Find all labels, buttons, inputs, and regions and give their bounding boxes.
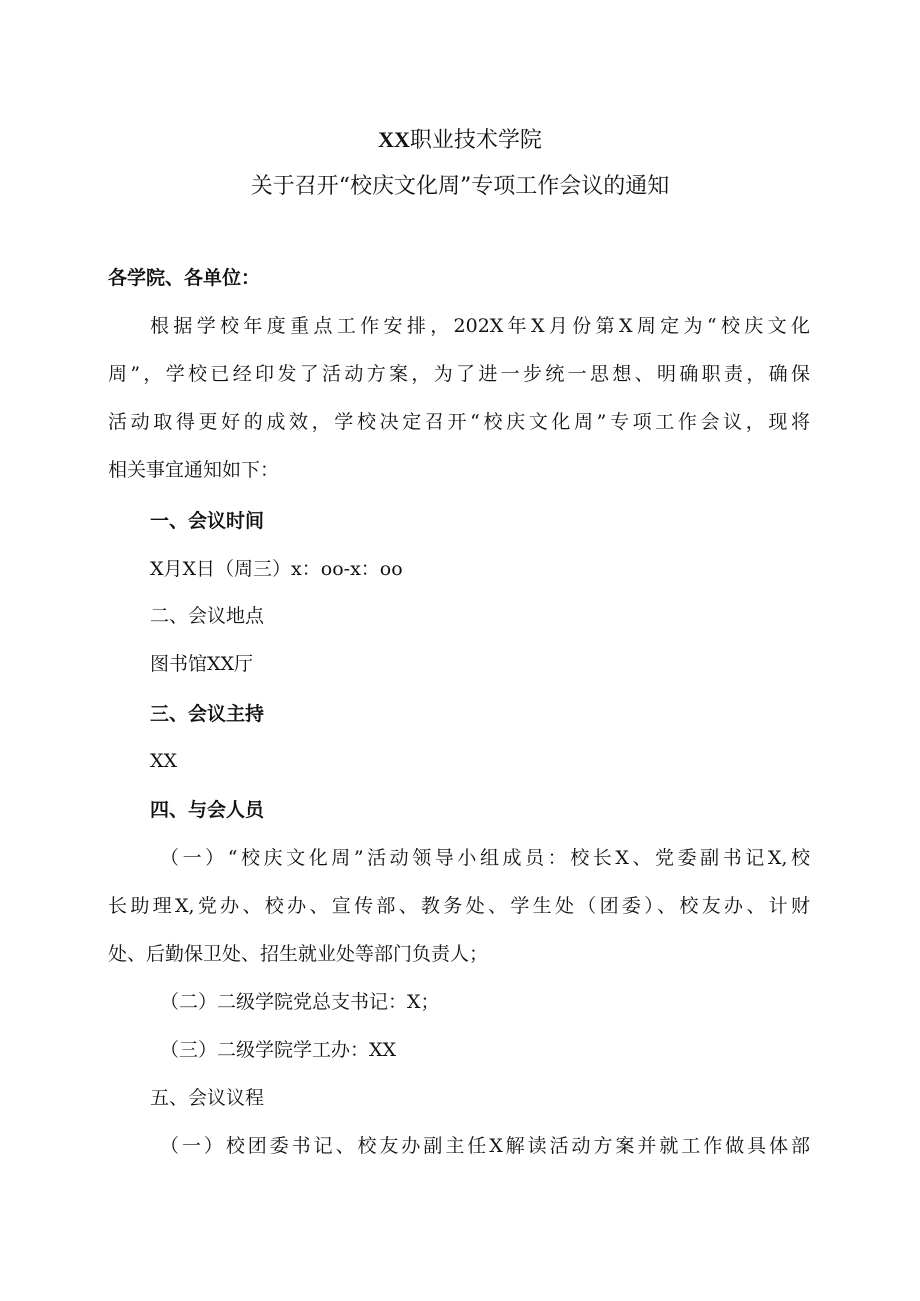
section-heading-agenda: 五、会议议程 — [150, 1087, 265, 1109]
meeting-time-value: X月X日（周三）x：oo-x：oo — [150, 558, 403, 580]
section-heading-time: 一、会议时间 — [150, 510, 265, 532]
document-title-institution — [0, 125, 920, 156]
attendees-item-1-line-1: （一）“校庆文化周”活动领导小组成员：校长X、党委副书记X,校 — [160, 847, 810, 869]
institution-name-rest: 职业技术学院 — [409, 128, 542, 153]
attendees-item-2: （二）二级学院党总支书记：X； — [160, 991, 440, 1013]
intro-line-2: 周”，学校已经印发了活动方案，为了进一步统一思想、明确职责，确保 — [108, 363, 810, 385]
section-heading-place: 二、会议地点 — [150, 605, 265, 627]
intro-line-3: 活动取得更好的成效，学校决定召开“校庆文化周”专项工作会议，现将 — [108, 411, 810, 433]
agenda-item-1-line-1: （一）校团委书记、校友办副主任X解读活动方案并就工作做具体部 — [160, 1135, 810, 1157]
intro-line-4: 相关事宜通知如下： — [108, 459, 280, 481]
institution-name-prefix: XX — [378, 127, 410, 152]
intro-line-1: 根据学校年度重点工作安排，202X年X月份第X周定为“校庆文化 — [150, 315, 810, 337]
document-title-subject: 关于召开“校庆文化周”专项工作会议的通知 — [250, 174, 670, 199]
attendees-item-1-line-3: 处、后勤保卫处、招生就业处等部门负责人； — [108, 943, 489, 965]
salutation: 各学院、各单位： — [108, 267, 261, 289]
attendees-item-1-line-2: 长助理X,党办、校办、宣传部、教务处、学生处（团委）、校友办、计财 — [108, 895, 810, 917]
meeting-place-value: 图书馆XX厅 — [150, 653, 254, 675]
meeting-host-value: XX — [150, 750, 178, 772]
attendees-item-3: （三）二级学院学工办：XX — [160, 1039, 397, 1061]
section-heading-attendees: 四、与会人员 — [150, 799, 265, 821]
section-heading-host: 三、会议主持 — [150, 703, 265, 725]
